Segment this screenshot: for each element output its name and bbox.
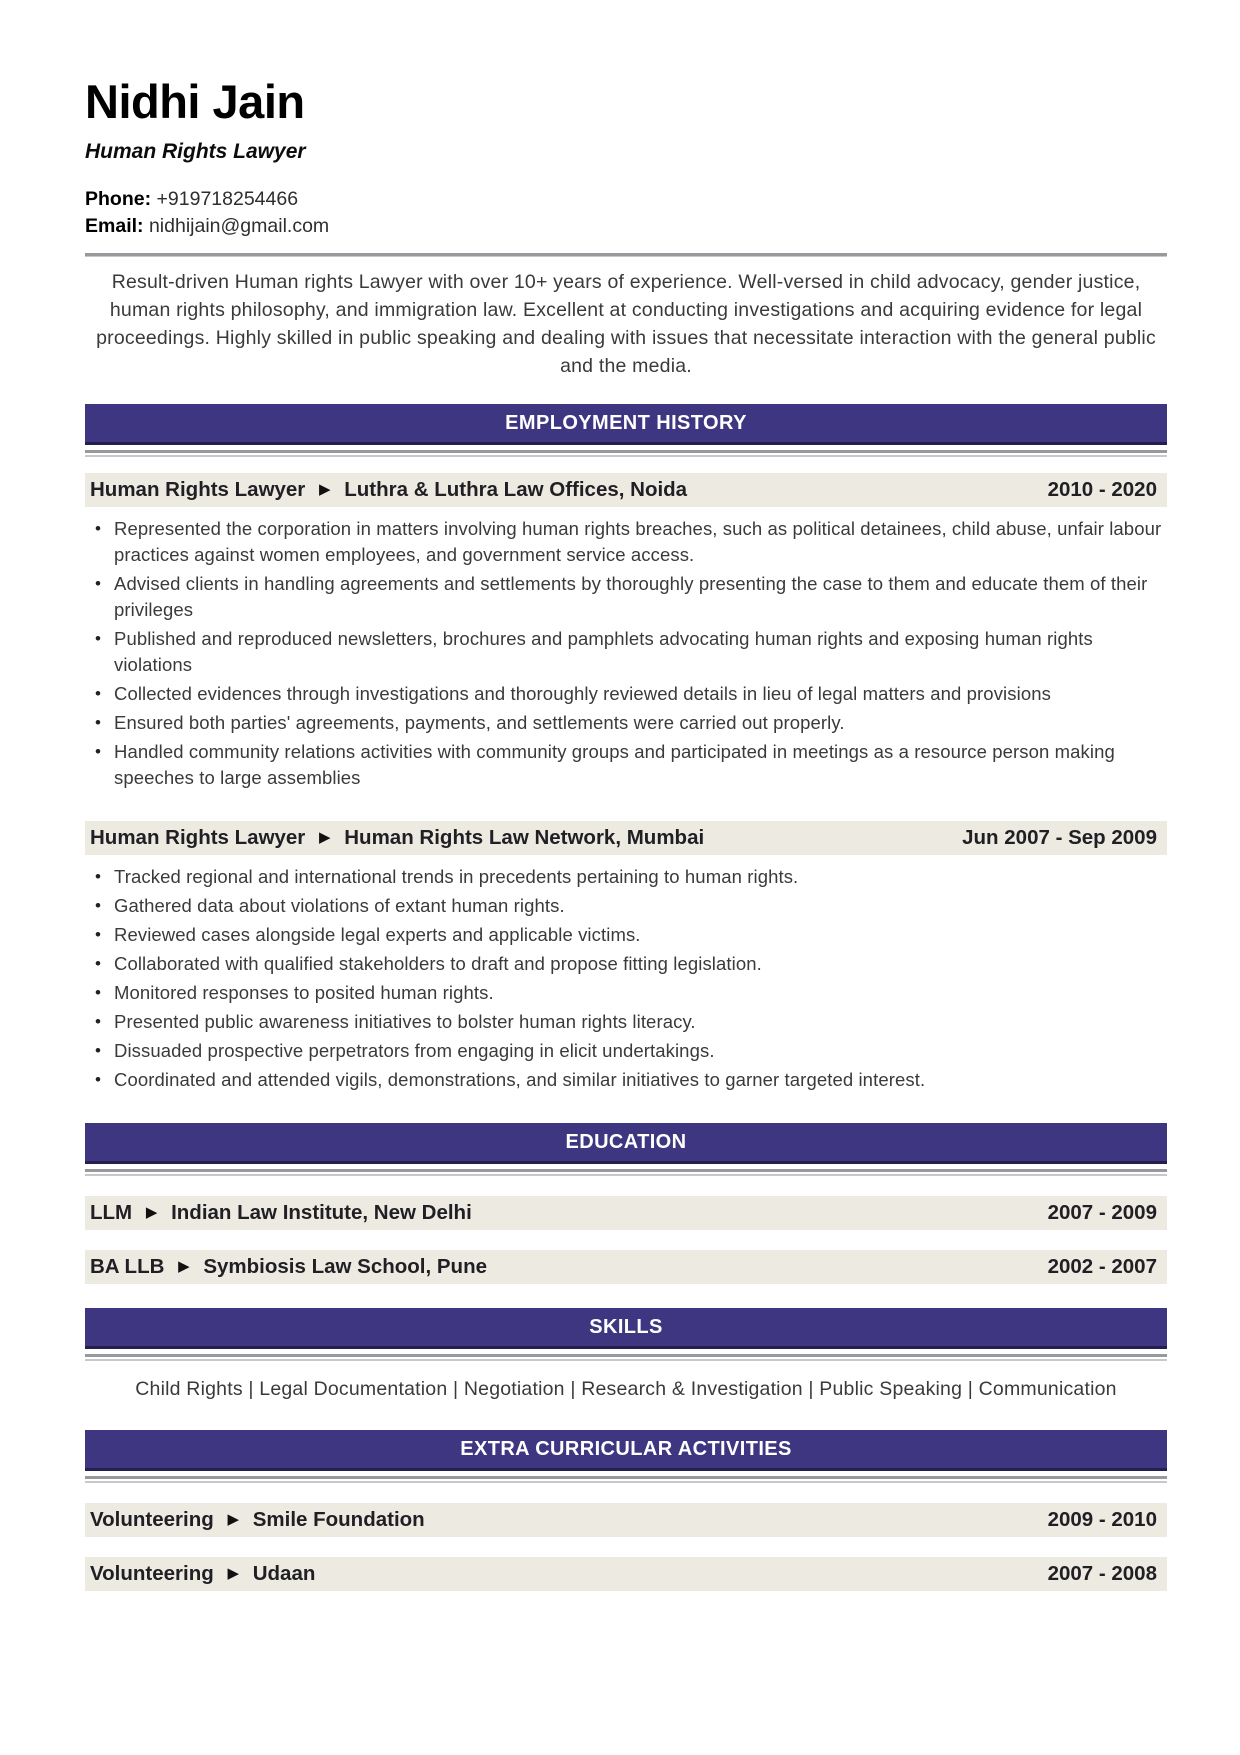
bullet-item: • Handled community relations activities with community groups and participated in meetings as a resource person making speeches to large assemblies [114,739,1167,791]
activity-org: Udaan [252,1561,316,1585]
job-company: Luthra & Luthra Law Offices, Noida [344,477,688,501]
section-extra-curricular [85,1430,1167,1591]
phone-value: +919718254466 [156,187,299,210]
activity-row [85,1557,1167,1591]
bullet-item: • Ensured both parties' agreements, payments, and settlements were carried out properly. [114,710,1167,736]
job-company: Human Rights Law Network, Mumbai [344,825,705,849]
education-school: Indian Law Institute, New Delhi [171,1200,472,1224]
phone-label: Phone: [85,187,152,210]
education-degree-school [90,1201,472,1225]
section-heading-skills: SKILLS [85,1308,1167,1349]
header-divider [85,253,1167,257]
bullet-item: • Collected evidences through investigations and thoroughly reviewed details in lieu of legal matters and provisions [114,681,1167,707]
section-heading-education: EDUCATION [85,1123,1167,1164]
banner-divider [85,1354,1167,1361]
job-bullet-list [85,864,1167,1093]
education-row [85,1196,1167,1230]
education-school: Symbiosis Law School, Pune [203,1254,488,1278]
arrow-icon: ▶ [227,1564,240,1582]
activity-title-org [90,1508,425,1532]
job-title: Human Rights Lawyer [90,825,306,849]
email-value: nidhijain@gmail.com [148,214,330,237]
arrow-icon: ▶ [178,1257,190,1275]
activity-row [85,1503,1167,1537]
activity-dates: 2007 - 2008 [1047,1561,1157,1585]
bullet-item: • Presented public awareness initiatives to bolster human rights literacy. [114,1009,1167,1035]
bullet-item: • Gathered data about violations of extant human rights. [114,893,1167,919]
job-header-row [85,821,1167,855]
job-entry [85,473,1167,791]
contact-info [85,186,1167,240]
email-line [85,213,1167,240]
job-title: Human Rights Lawyer [90,477,306,501]
job-title-company [90,478,687,502]
bullet-item: • Reviewed cases alongside legal experts and applicable victims. [114,922,1167,948]
arrow-icon: ▶ [227,1510,240,1528]
bullet-item: • Coordinated and attended vigils, demonstrations, and similar initiatives to garner targeted interest. [114,1067,1167,1093]
education-degree: BA LLB [90,1254,165,1278]
job-dates: 2010 - 2020 [1047,477,1157,501]
bullet-item: • Advised clients in handling agreements and settlements by thoroughly presenting the case to them and educate them of their privileges [114,571,1167,623]
arrow-icon: ▶ [145,1203,158,1221]
resume-header [85,75,1167,240]
banner-divider [85,1169,1167,1176]
section-education [85,1123,1167,1284]
banner-divider [85,1476,1167,1483]
job-header-row [85,473,1167,507]
job-title-company [90,826,704,850]
bullet-item: • Represented the corporation in matters involving human rights breaches, such as political detainees, child abuse, unfair labour practices against women employees, and government service access. [114,516,1167,568]
education-row [85,1250,1167,1284]
activity-type: Volunteering [90,1507,214,1531]
education-dates: 2002 - 2007 [1047,1254,1157,1278]
activity-dates: 2009 - 2010 [1047,1507,1157,1531]
job-bullet-list [85,516,1167,791]
bullet-item: • Published and reproduced newsletters, brochures and pamphlets advocating human rights and exposing human rights violations [114,626,1167,678]
email-label: Email: [85,214,144,237]
arrow-icon: ▶ [319,480,331,498]
bullet-item: • Tracked regional and international trends in precedents pertaining to human rights. [114,864,1167,890]
bullet-item: • Collaborated with qualified stakeholders to draft and propose fitting legislation. [114,951,1167,977]
arrow-icon: ▶ [319,828,331,846]
section-skills [85,1308,1167,1404]
activity-title-org [90,1562,315,1586]
section-heading-extra-curricular: EXTRA CURRICULAR ACTIVITIES [85,1430,1167,1471]
education-dates: 2007 - 2009 [1047,1200,1157,1224]
candidate-job-title: Human Rights Lawyer [85,139,306,163]
banner-divider [85,450,1167,457]
section-employment [85,404,1167,1093]
candidate-name: Nidhi Jain [85,75,305,128]
bullet-item: • Monitored responses to posited human rights. [114,980,1167,1006]
summary-text: Result-driven Human rights Lawyer with over 10+ years of experience. Well-versed in child advocacy, gender justice, human rights philosophy, and immigration law. Excellent at conducting investigations and acquiring evidence for legal proceedings. Highly skilled in public speaking and dealing with issues that necessitate interaction with the general public and the media. [96,270,1156,377]
bullet-item: • Dissuaded prospective perpetrators from engaging in elicit undertakings. [114,1038,1167,1064]
education-degree-school [90,1255,487,1279]
education-degree: LLM [90,1200,133,1224]
skills-list: Child Rights | Legal Documentation | Negotiation | Research & Investigation | Public Speaking | Communication [135,1377,1117,1400]
activity-org: Smile Foundation [252,1507,425,1531]
activity-type: Volunteering [90,1561,214,1585]
phone-line [85,186,1167,213]
job-entry [85,821,1167,1093]
section-heading-employment: EMPLOYMENT HISTORY [85,404,1167,445]
job-dates: Jun 2007 - Sep 2009 [962,825,1157,849]
